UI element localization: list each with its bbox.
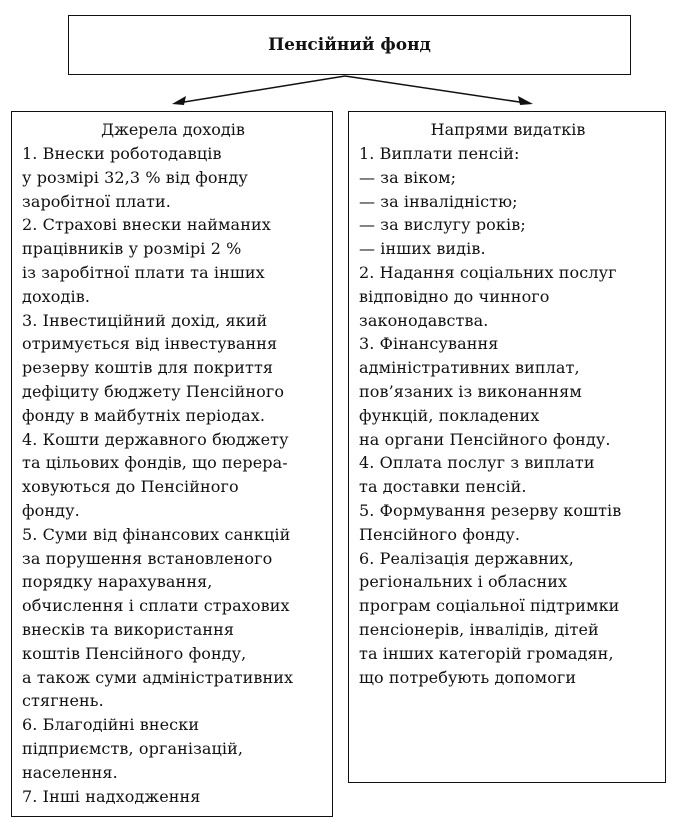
text-line: та цільових фондів, що перера- bbox=[22, 453, 288, 473]
text-line: отримується від інвестування bbox=[22, 334, 278, 354]
text-line: доходів. bbox=[22, 286, 91, 306]
text-line: 2. Страхові внески найманих bbox=[22, 215, 271, 235]
text-line: 4. Кошти державного бюджету bbox=[22, 429, 289, 449]
text-line: підприємств, організацій, bbox=[22, 738, 244, 758]
text-line: програм соціальної підтримки bbox=[359, 596, 620, 616]
text-line: функцій, покладених bbox=[359, 405, 540, 425]
text-line: 2. Надання соціальних послуг bbox=[359, 262, 617, 282]
text-line: — за віком; bbox=[359, 167, 457, 187]
pension-fund-box bbox=[68, 15, 631, 75]
text-line: стягнень. bbox=[22, 691, 104, 711]
arrow-line-right bbox=[345, 76, 526, 103]
text-line: 7. Інші надходження bbox=[22, 786, 201, 806]
text-line: що потребують допомоги bbox=[359, 667, 577, 687]
text-line: пенсіонерів, інвалідів, дітей bbox=[359, 619, 599, 639]
text-line: регіональних і обласних bbox=[359, 572, 568, 592]
text-line: працівників у розмірі 2 % bbox=[22, 239, 242, 259]
arrowhead-right bbox=[518, 96, 533, 105]
text-line: законодавства. bbox=[359, 310, 489, 330]
text-line: пов’язаних із виконанням bbox=[359, 381, 582, 401]
text-line: відповідно до чинного bbox=[359, 286, 550, 306]
text-line: та доставки пенсій. bbox=[359, 477, 527, 497]
text-line: внесків та використання bbox=[22, 619, 235, 639]
text-line: у розмірі 32,3 % від фонду bbox=[22, 167, 248, 187]
income-sources-heading: Джерела доходів bbox=[101, 120, 245, 139]
text-line: коштів Пенсійного фонду, bbox=[22, 643, 247, 663]
text-line: резерву коштів для покриття bbox=[22, 358, 274, 378]
text-line: а також суми адміністративних bbox=[22, 667, 294, 687]
text-line: 5. Суми від фінансових санкцій bbox=[22, 524, 291, 544]
text-line: фонду в майбутніх періодах. bbox=[22, 405, 266, 425]
expense-directions-box bbox=[348, 111, 666, 783]
text-line: Пенсійного фонду. bbox=[359, 524, 521, 544]
text-line: 6. Реалізація державних, bbox=[359, 548, 574, 568]
text-line: ховуються до Пенсійного bbox=[22, 477, 239, 497]
expense-directions-heading: Напрями видатків bbox=[430, 120, 586, 139]
text-line: 3. Інвестиційний дохід, який bbox=[22, 310, 268, 330]
text-line: заробітної плати. bbox=[22, 191, 171, 211]
pension-fund-title: Пенсійний фонд bbox=[268, 35, 431, 55]
text-line: 3. Фінансування bbox=[359, 334, 499, 354]
text-line: порядку нарахування, bbox=[22, 572, 213, 592]
text-line: 1. Внески роботодавців bbox=[22, 144, 222, 163]
text-line: фонду. bbox=[22, 500, 80, 520]
income-sources-box bbox=[11, 111, 333, 817]
text-line: 1. Виплати пенсій: bbox=[359, 144, 520, 163]
expense-directions-list bbox=[359, 142, 657, 689]
text-line: за порушення встановленого bbox=[22, 548, 273, 568]
income-sources-list bbox=[22, 142, 324, 808]
text-line: 6. Благодійні внески bbox=[22, 715, 200, 735]
text-line: — за інвалідністю; bbox=[359, 191, 518, 211]
text-line: на органи Пенсійного фонду. bbox=[359, 429, 611, 449]
text-line: та інших категорій громадян, bbox=[359, 643, 614, 663]
text-line: 5. Формування резерву коштів bbox=[359, 500, 622, 520]
text-line: із заробітної плати та інших bbox=[22, 262, 265, 282]
arrowhead-left bbox=[172, 96, 186, 105]
text-line: адміністративних виплат, bbox=[359, 358, 580, 378]
arrow-line-left bbox=[178, 76, 345, 103]
text-line: 4. Оплата послуг з виплати bbox=[359, 453, 595, 473]
text-line: — за вислугу років; bbox=[359, 215, 526, 235]
text-line: дефіциту бюджету Пенсійного bbox=[22, 381, 285, 401]
text-line: обчислення і сплати страхових bbox=[22, 596, 290, 616]
text-line: населення. bbox=[22, 762, 118, 782]
text-line: — інших видів. bbox=[359, 239, 486, 259]
